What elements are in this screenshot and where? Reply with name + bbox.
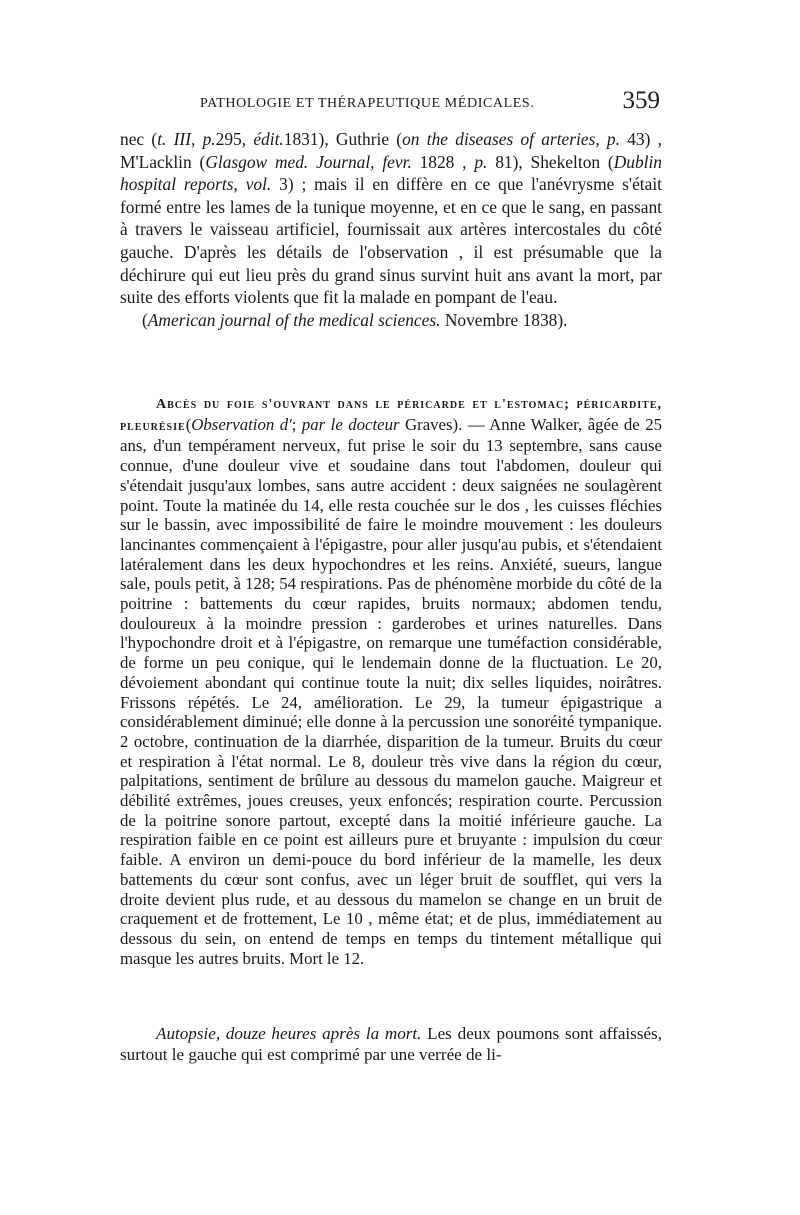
text-run: 43) , M'Lacklin ( [120,129,663,172]
page-number: 359 [622,87,660,114]
running-head: PATHOLOGIE ET THÉRAPEUTIQUE MÉDICALES. [200,96,535,111]
text-run: 1828 , [411,151,475,172]
citation-italic: t. III, p. [157,129,216,149]
source-citation [120,309,662,332]
autopsy-heading: Autopsie, douze heures après la mort. [156,1024,422,1043]
citation-italic: Dublin hospital reports, vol. [120,151,662,195]
text-run: 81), Shekelton ( [487,151,614,172]
text-run: ; [291,414,302,434]
observation-section [120,393,662,968]
text-run: 1831), Guthrie ( [283,129,403,149]
text-run: Novembre 1838). [440,309,568,330]
observation-title: Abcès du foie s'ouvrant dans le péricarde et l'estomac; péricardite, pleurésie [120,397,662,434]
autopsy-section [120,1023,662,1065]
autopsy-paragraph [120,1023,662,1065]
citation-italic: p. [474,151,488,172]
text-run: 295, [215,129,254,149]
observation-paragraph [120,393,662,968]
journal-title: American journal of the medical sciences. [147,309,441,330]
page-header [122,86,662,120]
author-name: Graves). [399,414,463,434]
paragraph-aneurysm-comparison [120,128,662,331]
citation-italic: édit. [253,129,284,149]
citation-italic: Glasgow med. Journal, fevr. [205,151,412,172]
autopsy-text: Les deux poumons sont affaissés, surtout le gauche qui est comprimé par une verrée de li- [120,1024,662,1064]
observation-body: — Anne Walker, âgée de 25 ans, d'un tempérament nerveux, fut prise le soir du 13 septembre, sans cause connue, d'une douleur vive et soudaine dans tout l'abdomen, douleur qui s'étendait jusqu'aux lombes, sans autre accident : deux saignées ne soulagèrent point. Toute la matinée du 14, elle resta couchée sur le dos , les cuisses fléchies sur le bassin, avec impossibilité de faire le moindre mouvement : les douleurs lancinantes commençaient à l'épigastre, pour aller jusqu'au pubis, et s'étendaient latéralement dans les deux hypochondres et les reins. Anxiété, sueurs, langue sale, pouls petit, à 128; 54 respirations. Pas de phénomène morbide du côté de la poitrine : battements du cœur rapides, bruits normaux; abdomen tendu, douloureux à la moindre pression : garderobes et urines naturelles. Dans l'hypochondre droit et à l'épigastre, on remarque une tuméfaction considérable, de forme un peu conique, qui le lendemain donne de la fluctuation. Le 20, dévoiement abondant qui continue toute la nuit; dix selles liquides, noirâtres. Frissons répétés. Le 24, amélioration. Le 29, la tumeur épigastrique a considérablement diminué; elle donne à la percussion une sonoréité tympanique. 2 octobre, continuation de la diarrhée, disparition de la tumeur. Bruits du cœur et respiration à l'état normal. Le 8, douleur très vive dans la région du cœur, palpitations, sentiment de brûlure au dessous du mamelon gauche. Maigreur et débilité extrêmes, joues creuses, yeux enfoncés; respiration courte. Percussion de la poitrine sonore partout, excepté dans la moitié inférieure gauche. La respiration faible en ce point est ailleurs pure et bruyante : impulsion du cœur faible. A environ un demi-pouce du bord inférieur de la mamelle, les deux battements du cœur sont confus, avec un léger bruit de soufflet, qui vers la droite devient plus rude, et au dessous du mamelon se change en un bruit de craquement et de frottement, Le 10 , même état; et de plus, immédiatement au dessous du sein, on entend de temps en temps du tintement métallique qui masque les autres bruits. Mort le 12. [120,414,663,968]
text-run: ( [185,414,192,434]
text-run: 3) ; mais il en diffère en ce que l'anévrysme s'était formé entre les lames de la tunique moyenne, et en ce que le sang, en passant à travers le vaisseau artificiel, fournissait aux artères intercostales du côté gauche. D'après les détails de l'observation , il est présumable que la déchirure qui eut lieu près du grand sinus survint huit ans avant la mort, par suite des efforts violents que fit la malade en pompant de l'eau. [120,174,663,308]
citation-italic: on the diseases of arteries, p. [402,129,620,149]
text-run: nec ( [120,129,158,149]
text-run: ( [142,309,148,330]
observation-label: Observation d' [191,414,292,434]
paragraph-1 [120,128,662,309]
author-prefix: par le docteur [301,414,400,434]
